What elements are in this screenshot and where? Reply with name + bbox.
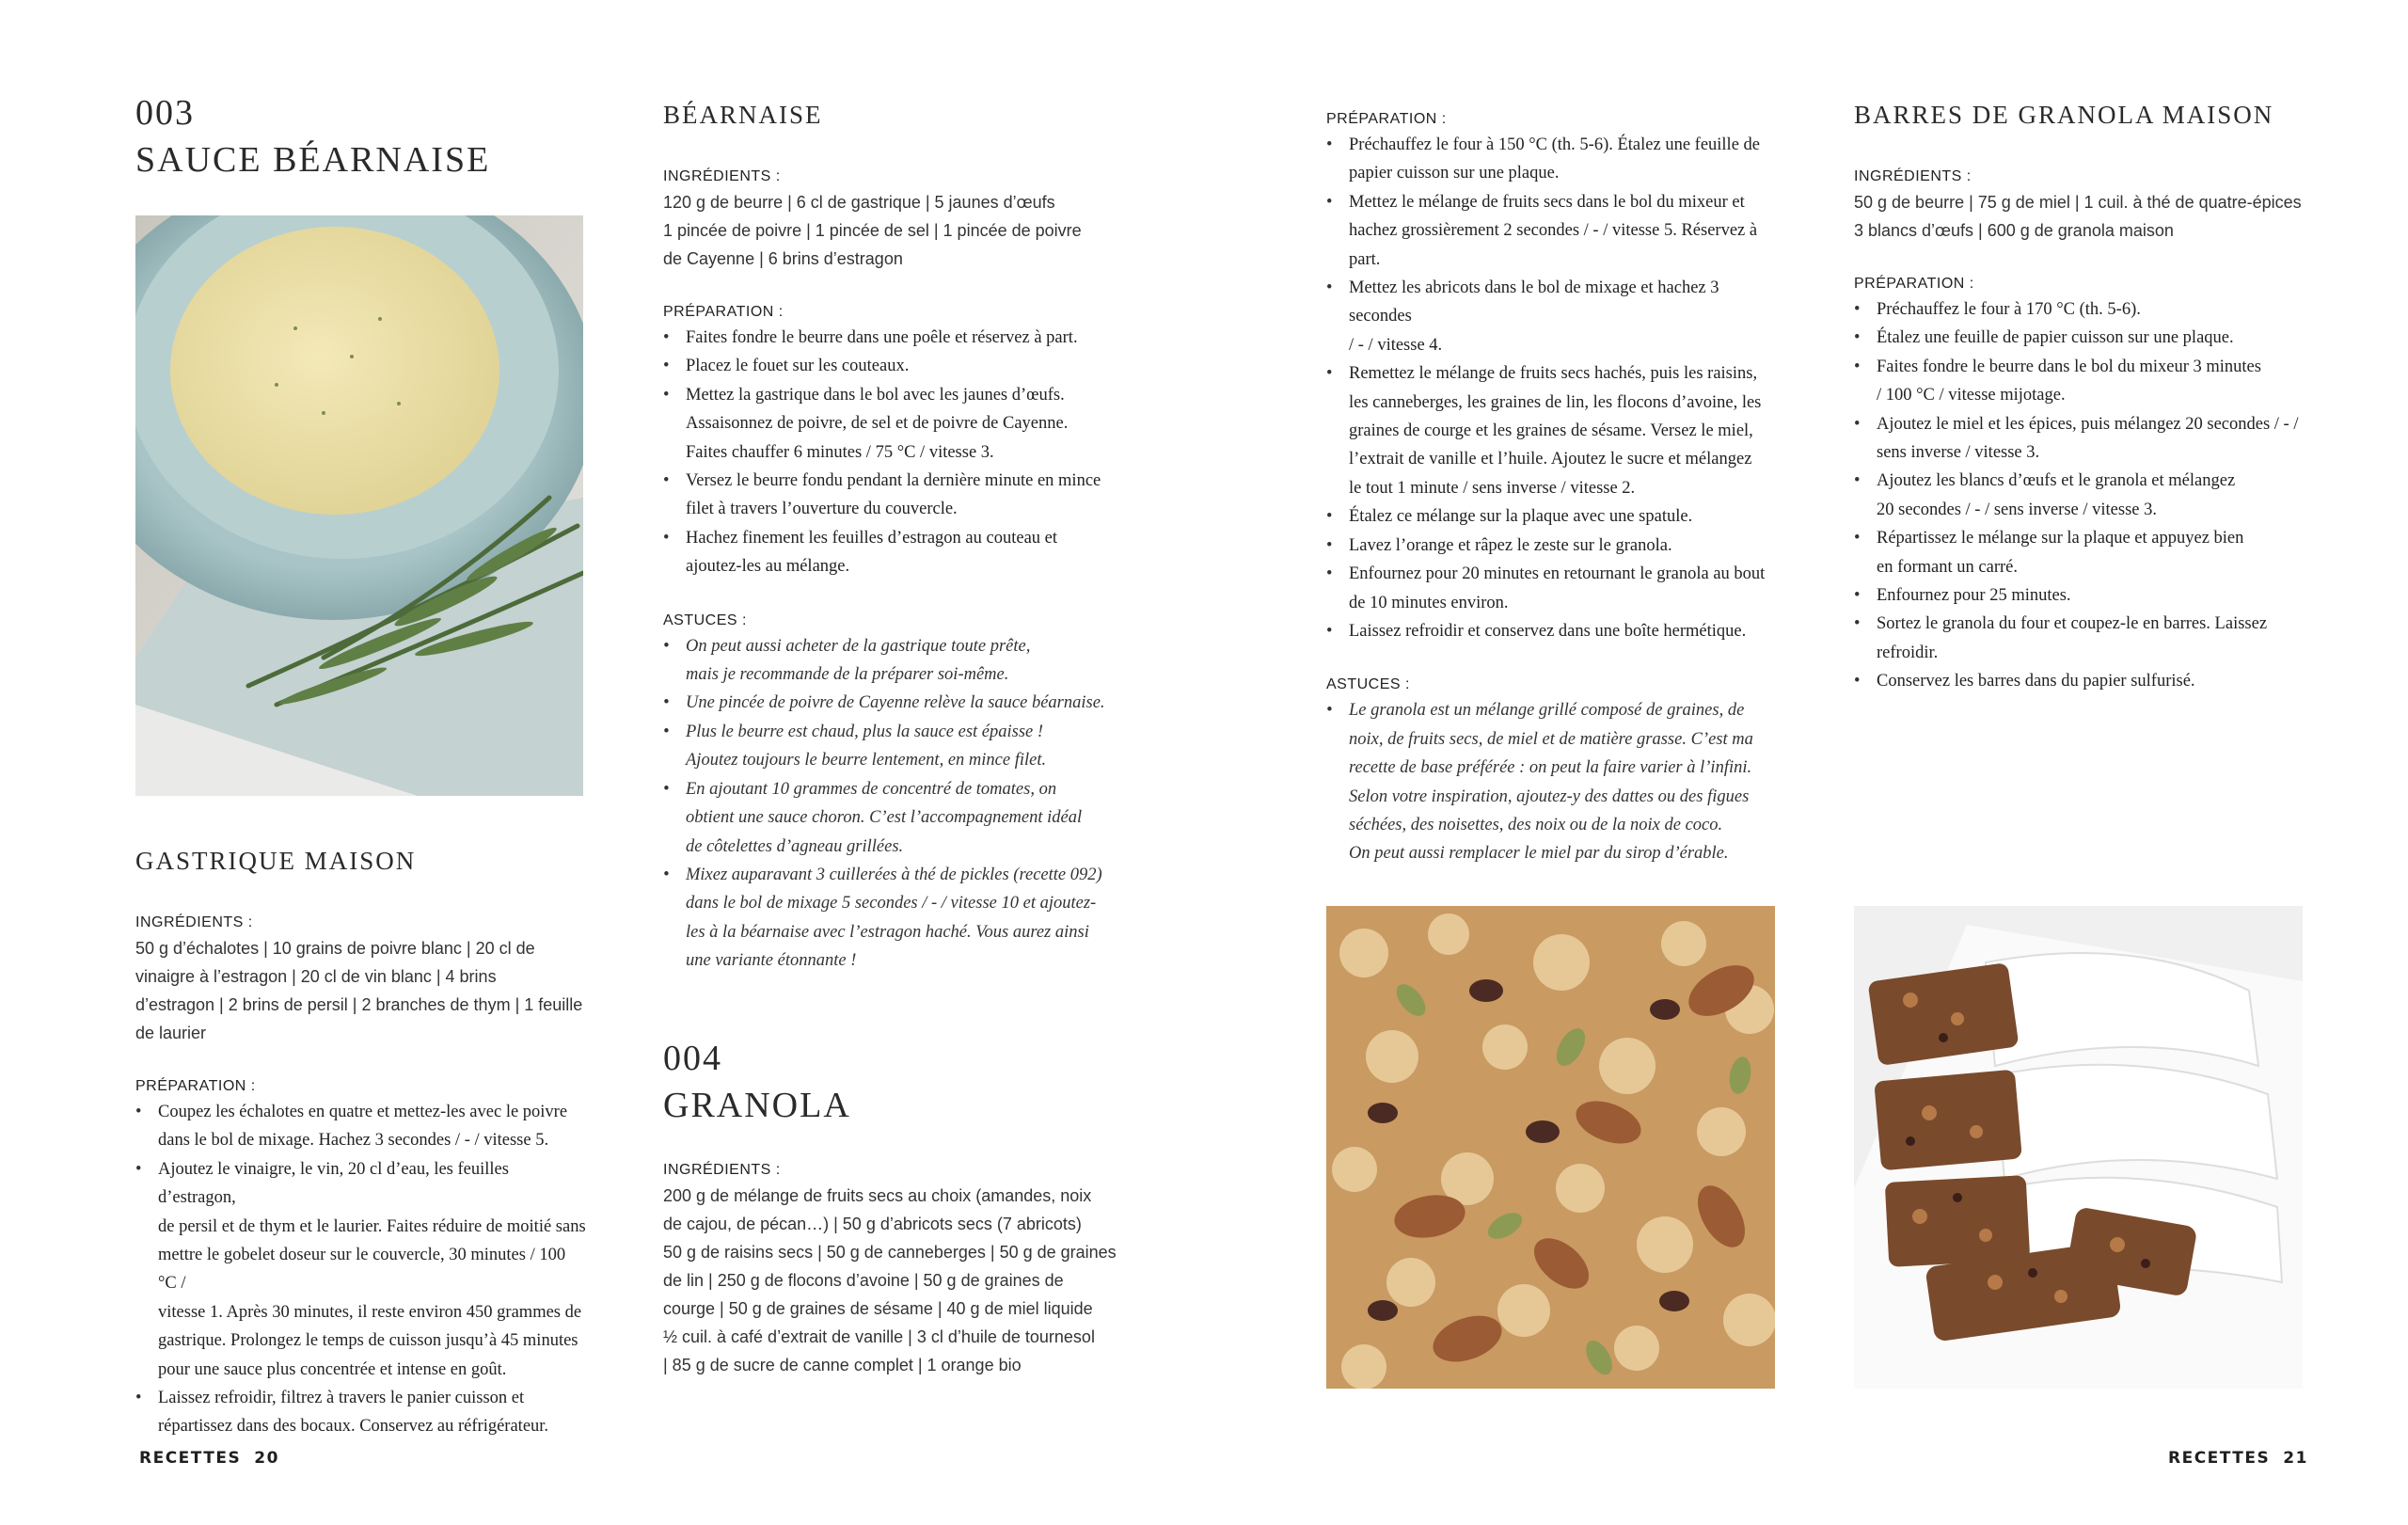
ingredient-line: 200 g de mélange de fruits secs au choix (amandes, noix xyxy=(663,1186,1092,1205)
ingredient-line: 50 g de raisins secs | 50 g de canneberges | 50 g de graines xyxy=(663,1243,1117,1262)
granola-ingredients-label: INGRÉDIENTS : xyxy=(663,1162,781,1178)
step-item: • Mettez la gastrique dans le bol avec les jaunes d’œufs. Assaisonnez de poivre, de sel et de poivre de Cayenne. Faites chauffer 6 minutes / 75 °C / vitesse 3. xyxy=(663,381,1133,467)
granola-preparation-label: PRÉPARATION : xyxy=(1326,111,1447,127)
page-number: 20 xyxy=(254,1449,279,1468)
tip-item: • Plus le beurre est chaud, plus la sauce est épaisse ! Ajoutez toujours le beurre lentement, en mince filet. xyxy=(663,718,1133,775)
step-item: • Étalez ce mélange sur la plaque avec une spatule. xyxy=(1326,502,1778,531)
step-item: • Mettez le mélange de fruits secs dans le bol du mixeur et hachez grossièrement 2 secondes / - / vitesse 5. Réservez à part. xyxy=(1326,188,1778,274)
barres-steps xyxy=(1854,295,2324,696)
ingredient-line: courge | 50 g de graines de sésame | 40 g de miel liquide xyxy=(663,1299,1093,1318)
bearnaise-steps xyxy=(663,324,1133,581)
bearnaise-tips xyxy=(663,632,1133,976)
step-item: • Hachez finement les feuilles d’estragon au couteau et ajoutez-les au mélange. xyxy=(663,524,1133,581)
ingredient-line: de cajou, de pécan…) | 50 g d’abricots secs (7 abricots) xyxy=(663,1215,1082,1233)
step-item: • Lavez l’orange et râpez le zeste sur le granola. xyxy=(1326,532,1778,560)
step-item: • Laissez refroidir et conservez dans une boîte hermétique. xyxy=(1326,617,1778,645)
ingredient-line: ½ cuil. à café d’extrait de vanille | 3 cl d’huile de tournesol xyxy=(663,1327,1095,1346)
ingredient-line: 50 g d’échalotes | 10 grains de poivre blanc | 20 cl de xyxy=(135,939,535,958)
barres-ingredients xyxy=(1854,188,2324,245)
step-item: • Coupez les échalotes en quatre et mettez-les avec le poivre dans le bol de mixage. Hachez 3 secondes / - / vitesse 5. xyxy=(135,1098,587,1155)
step-item: • Remettez le mélange de fruits secs hachés, puis les raisins, les canneberges, les graines de lin, les flocons d’avoine, les graines de courge et les graines de sésame. Versez le miel, l’extrait de vanille et l’huile. Ajoutez le sucre et mélangez le tout 1 minute / sens inverse / vitesse 2. xyxy=(1326,359,1778,502)
granola-ingredients xyxy=(663,1182,1133,1379)
step-item: • Faites fondre le beurre dans le bol du mixeur 3 minutes / 100 °C / vitesse mijotage. xyxy=(1854,353,2324,410)
ingredient-line: de laurier xyxy=(135,1024,207,1042)
bearnaise-ingredients-label: INGRÉDIENTS : xyxy=(663,168,781,184)
granola-steps xyxy=(1326,131,1778,645)
bearnaise-photo xyxy=(135,215,583,796)
step-item: • Préchauffez le four à 170 °C (th. 5-6). xyxy=(1854,295,2324,324)
footer-label: RECETTES xyxy=(2168,1449,2271,1468)
bearnaise-photo-illustration xyxy=(135,215,583,796)
ingredient-line: de lin | 250 g de flocons d’avoine | 50 g de graines de xyxy=(663,1271,1064,1290)
footer-left xyxy=(139,1449,279,1468)
ingredient-line: d’estragon | 2 brins de persil | 2 branches de thym | 1 feuille xyxy=(135,995,583,1014)
recipe-title: SAUCE BÉARNAISE xyxy=(135,140,491,180)
granola-bars-photo-illustration xyxy=(1854,906,2303,1389)
granola-bars-photo xyxy=(1854,906,2303,1389)
step-item: • Ajoutez le vinaigre, le vin, 20 cl d’eau, les feuilles d’estragon, de persil et de thym et le laurier. Faites réduire de moitié sans mettre le gobelet doseur sur le couvercle, 30 minutes / 100 °C / vitesse 1. Après 30 minutes, il reste environ 450 grammes de gastrique. Prolongez le temps de cuisson jusqu’à 45 minutes pour une sauce plus concentrée et intense en goût. xyxy=(135,1155,587,1384)
tip-item: • Une pincée de poivre de Cayenne relève la sauce béarnaise. xyxy=(663,689,1133,717)
granola-photo xyxy=(1326,906,1775,1389)
gastrique-preparation-label: PRÉPARATION : xyxy=(135,1078,256,1094)
granola-section xyxy=(663,1035,1133,1379)
granola-photo-illustration xyxy=(1326,906,1775,1389)
step-item: • Préchauffez le four à 150 °C (th. 5-6). Étalez une feuille de papier cuisson sur une plaque. xyxy=(1326,131,1778,188)
step-item: • Placez le fouet sur les couteaux. xyxy=(663,352,1133,380)
tip-item: • Mixez auparavant 3 cuillerées à thé de pickles (recette 092) dans le bol de mixage 5 secondes / - / vitesse 10 et ajoutez- les à la béarnaise avec l’estragon haché. Vous aurez ainsi une variante étonnante ! xyxy=(663,861,1133,976)
gastrique-steps xyxy=(135,1098,587,1441)
step-item: • Versez le beurre fondu pendant la dernière minute en mince filet à travers l’ouverture du couvercle. xyxy=(663,467,1133,524)
page-number: 21 xyxy=(2283,1449,2308,1468)
recipe-title: GRANOLA xyxy=(663,1086,851,1125)
step-item: • Ajoutez les blancs d’œufs et le granola et mélangez 20 secondes / - / sens inverse / vitesse 3. xyxy=(1854,467,2324,524)
ingredient-line: 120 g de beurre | 6 cl de gastrique | 5 jaunes d’œufs xyxy=(663,193,1055,212)
step-item: • Faites fondre le beurre dans une poêle et réservez à part. xyxy=(663,324,1133,352)
gastrique-ingredients-label: INGRÉDIENTS : xyxy=(135,914,253,930)
gastrique-ingredients xyxy=(135,934,587,1047)
bearnaise-title: BÉARNAISE xyxy=(663,101,823,129)
bearnaise-ingredients xyxy=(663,188,1133,273)
barres-preparation-label: PRÉPARATION : xyxy=(1854,276,1974,292)
ingredient-line: | 85 g de sucre de canne complet | 1 orange bio xyxy=(663,1356,1022,1374)
recipe-number: 003 xyxy=(135,93,195,133)
tip-item: • Le granola est un mélange grillé composé de graines, de noix, de fruits secs, de miel et de matière grasse. C’est ma recette de base préférée : on peut la faire varier à l’infini. Selon votre inspiration, ajoutez-y des dattes ou des figues séchées, des noisettes, des noix ou de la noix de coco. On peut aussi remplacer le miel par du sirop d’érable. xyxy=(1326,696,1778,867)
bearnaise-preparation-label: PRÉPARATION : xyxy=(663,304,784,320)
step-item: • Laissez refroidir, filtrez à travers le panier cuisson et répartissez dans des bocaux. Conservez au réfrigérateur. xyxy=(135,1384,587,1441)
ingredient-line: 50 g de beurre | 75 g de miel | 1 cuil. à thé de quatre-épices xyxy=(1854,193,2302,212)
barres-title: BARRES DE GRANOLA MAISON xyxy=(1854,101,2274,129)
ingredient-line: de Cayenne | 6 brins d’estragon xyxy=(663,249,903,268)
gastrique-section xyxy=(135,847,587,1441)
barres-section xyxy=(1854,101,2324,696)
barres-ingredients-label: INGRÉDIENTS : xyxy=(1854,168,1972,184)
granola-tips xyxy=(1326,696,1778,867)
ingredient-line: 3 blancs d’œufs | 600 g de granola maison xyxy=(1854,221,2174,240)
gastrique-title: GASTRIQUE MAISON xyxy=(135,847,417,875)
recipe-number: 004 xyxy=(663,1039,722,1078)
recipe-003-header xyxy=(135,89,490,183)
step-item: • Mettez les abricots dans le bol de mixage et hachez 3 secondes / - / vitesse 4. xyxy=(1326,274,1778,359)
step-item: • Conservez les barres dans du papier sulfurisé. xyxy=(1854,667,2324,695)
ingredient-line: 1 pincée de poivre | 1 pincée de sel | 1 pincée de poivre xyxy=(663,221,1082,240)
step-item: • Répartissez le mélange sur la plaque et appuyez bien en formant un carré. xyxy=(1854,524,2324,581)
bearnaise-section xyxy=(663,101,1133,976)
footer-label: RECETTES xyxy=(139,1449,242,1468)
tip-item: • On peut aussi acheter de la gastrique toute prête, mais je recommande de la préparer soi-même. xyxy=(663,632,1133,690)
footer-right xyxy=(2168,1449,2308,1468)
step-item: • Enfournez pour 20 minutes en retournant le granola au bout de 10 minutes environ. xyxy=(1326,560,1778,617)
bearnaise-tips-label: ASTUCES : xyxy=(663,612,747,628)
granola-tips-label: ASTUCES : xyxy=(1326,676,1410,693)
step-item: • Étalez une feuille de papier cuisson sur une plaque. xyxy=(1854,324,2324,352)
step-item: • Sortez le granola du four et coupez-le en barres. Laissez refroidir. xyxy=(1854,610,2324,667)
tip-item: • En ajoutant 10 grammes de concentré de tomates, on obtient une sauce choron. C’est l’accompagnement idéal de côtelettes d’agneau grillées. xyxy=(663,775,1133,861)
step-item: • Enfournez pour 25 minutes. xyxy=(1854,581,2324,610)
step-item: • Ajoutez le miel et les épices, puis mélangez 20 secondes / - / sens inverse / vitesse 3. xyxy=(1854,410,2324,468)
granola-prep-section xyxy=(1326,108,1778,868)
ingredient-line: vinaigre à l’estragon | 20 cl de vin blanc | 4 brins xyxy=(135,967,497,986)
